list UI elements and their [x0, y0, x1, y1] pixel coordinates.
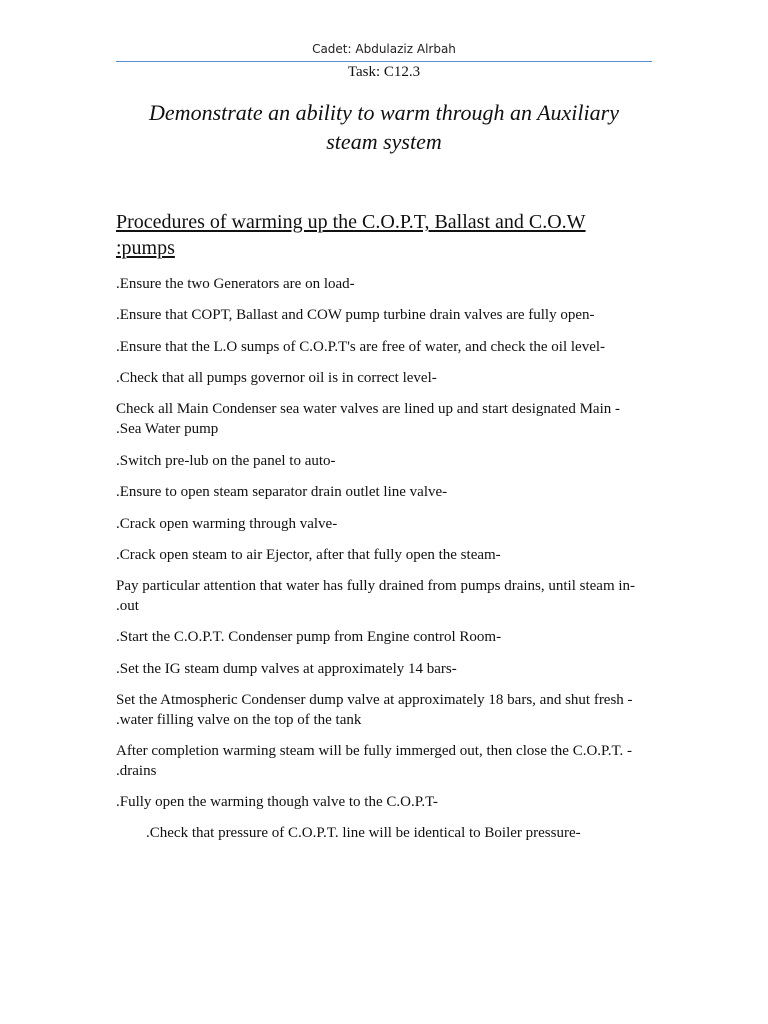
step-11-text: .Start the C.O.P.T. Condenser pump from Engine control Room- [116, 629, 502, 645]
step-1-text: .Ensure the two Generators are on load- [116, 276, 355, 292]
step-6-text: .Switch pre-lub on the panel to auto- [116, 453, 336, 469]
step-9-text: .Crack open steam to air Ejector, after that fully open the steam- [116, 547, 501, 563]
step-2-text: .Ensure that COPT, Ballast and COW pump turbine drain valves are fully open- [116, 307, 595, 323]
step-3-text: .Ensure that the L.O sumps of C.O.P.T's are free of water, and check the oil level- [116, 339, 606, 355]
step-9 [116, 545, 656, 565]
step-12 [116, 659, 656, 679]
step-10 [116, 576, 656, 616]
header-divider [116, 61, 652, 62]
step-8 [116, 514, 656, 534]
step-14-line-2: .drains [116, 763, 157, 779]
section-heading [116, 209, 652, 261]
header-cadet-name: Cadet: Abdulaziz Alrbah [312, 42, 456, 56]
step-5 [116, 399, 656, 439]
step-13-line-1: Set the Atmospheric Condenser dump valve at approximately 18 bars, and shut fresh - [116, 692, 633, 708]
step-8-text: .Crack open warming through valve- [116, 516, 338, 532]
step-1 [116, 274, 656, 294]
step-14 [116, 741, 656, 781]
step-7-text: .Ensure to open steam separator drain outlet line valve- [116, 484, 448, 500]
step-15-text: .Fully open the warming though valve to the C.O.P.T- [116, 794, 438, 810]
step-16-text: .Check that pressure of C.O.P.T. line will be identical to Boiler pressure- [146, 825, 581, 841]
step-12-text: .Set the IG steam dump valves at approximately 14 bars- [116, 661, 457, 677]
step-11 [116, 627, 656, 647]
step-5-line-2: .Sea Water pump [116, 421, 219, 437]
step-4-text: .Check that all pumps governor oil is in correct level- [116, 370, 437, 386]
step-10-line-1: Pay particular attention that water has fully drained from pumps drains, until steam in- [116, 578, 636, 594]
task-code: Task: C12.3 [347, 64, 421, 80]
heading-line-1: Procedures of warming up the C.O.P.T, Ballast and C.O.W [116, 211, 586, 233]
document-title [116, 98, 652, 156]
heading-line-2: :pumps [116, 237, 175, 259]
step-14-line-1: After completion warming steam will be fully immerged out, then close the C.O.P.T. - [116, 743, 633, 759]
step-13-line-2: .water filling valve on the top of the tank [116, 712, 362, 728]
title-line-1: Demonstrate an ability to warm through an Auxiliary [149, 100, 619, 125]
step-5-line-1: Check all Main Condenser sea water valves are lined up and start designated Main - [116, 401, 621, 417]
step-15 [116, 792, 656, 812]
step-6 [116, 451, 656, 471]
step-13 [116, 690, 656, 730]
step-7 [116, 482, 656, 502]
step-2 [116, 305, 656, 325]
step-10-line-2: .out [116, 598, 139, 614]
step-16 [146, 823, 686, 843]
step-3 [116, 337, 656, 357]
step-4 [116, 368, 656, 388]
title-line-2: steam system [326, 129, 442, 154]
